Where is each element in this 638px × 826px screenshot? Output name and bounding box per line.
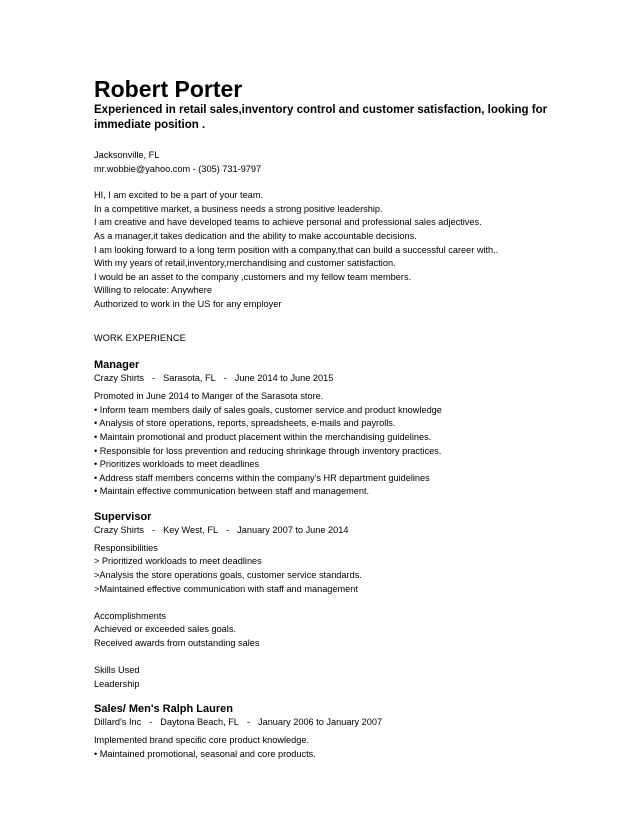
job-line: • Maintain effective communication between staff and management. xyxy=(94,486,370,497)
job-line: • Prioritizes workloads to meet deadlines xyxy=(94,459,260,470)
job-company: Crazy Shirts xyxy=(94,524,145,535)
candidate-name: Robert Porter xyxy=(94,76,243,102)
job-description xyxy=(94,542,594,692)
job-line: • Address staff members concerns within the company's HR department guidelines xyxy=(94,472,430,483)
job-line: Promoted in June 2014 to Manger of the Sarasota store. xyxy=(94,391,324,402)
meta-separator: - xyxy=(226,524,230,535)
job-line: Implemented brand specific core product knowledge. xyxy=(94,735,310,746)
job-line: Achieved or exceeded sales goals. xyxy=(94,624,236,635)
summary-line: In a competitive market, a business needs a strong positive leadership. xyxy=(94,203,383,214)
job-dates: January 2006 to January 2007 xyxy=(257,717,383,728)
job-meta xyxy=(94,716,594,729)
job-line: • Analysis of store operations, reports, spreadsheets, e-mails and payrolls. xyxy=(94,418,396,429)
contact-location: Jacksonville, FL xyxy=(94,150,160,160)
job-location: Sarasota, FL xyxy=(163,373,216,384)
summary-line: With my years of retail,inventory,merchandising and customer satisfaction. xyxy=(94,258,396,269)
contact-email-phone: mr.wobbie@yahoo.com - (305) 731-9797 xyxy=(94,163,262,174)
meta-separator: - xyxy=(152,373,156,384)
job-line: • Inform team members daily of sales goals, customer service and product knowledge xyxy=(94,404,442,415)
job-title: Manager xyxy=(94,359,140,372)
job-title: Sales/ Men's Ralph Lauren xyxy=(94,703,233,716)
summary-line: Willing to relocate: Anywhere xyxy=(94,285,212,296)
job-dates: January 2007 to June 2014 xyxy=(237,524,349,535)
job-dates: June 2014 to June 2015 xyxy=(234,373,334,384)
spacer xyxy=(94,596,594,610)
job-description xyxy=(94,734,594,761)
job-line: • Responsible for loss prevention and reducing shrinkage through inventory practices. xyxy=(94,445,442,456)
job-meta xyxy=(94,372,594,385)
job-line: Leadership xyxy=(94,678,140,689)
job-company: Crazy Shirts xyxy=(94,373,145,384)
job-location: Key West, FL xyxy=(163,524,219,535)
job-description xyxy=(94,390,594,499)
work-experience-heading: WORK EXPERIENCE xyxy=(94,332,186,343)
summary-block xyxy=(94,189,594,311)
job-line: >Maintained effective communication with staff and management xyxy=(94,583,358,594)
job-line: • Maintain promotional and product placement within the merchandising guidelines. xyxy=(94,431,432,442)
job-entry xyxy=(94,510,594,692)
summary-line: As a manager,it takes dedication and the ability to make accountable decisions. xyxy=(94,230,417,241)
contact-block xyxy=(94,149,594,176)
summary-line: Authorized to work in the US for any employer xyxy=(94,298,282,309)
resume-headline: Experienced in retail sales,inventory control and customer satisfaction, looking for immediate position . xyxy=(94,104,548,131)
job-line: > Prioritized workloads to meet deadlines xyxy=(94,556,262,567)
job-meta xyxy=(94,524,594,537)
job-entry xyxy=(94,702,594,761)
summary-line: I am creative and have developed teams to achieve personal and professional sales adjectives. xyxy=(94,217,482,228)
spacer xyxy=(94,651,594,665)
summary-line: I would be an asset to the company ,customers and my fellow team members. xyxy=(94,271,412,282)
job-line: >Analysis the store operations goals, customer service standards. xyxy=(94,570,362,581)
meta-separator: - xyxy=(152,524,156,535)
summary-line: I am looking forward to a long term position with a company,that can build a successful career with.. xyxy=(94,244,499,255)
job-line: Received awards from outstanding sales xyxy=(94,638,260,649)
job-company: Dillard's Inc xyxy=(94,717,142,728)
job-line: Responsibilities xyxy=(94,542,158,553)
summary-line: HI, I am excited to be a part of your team. xyxy=(94,190,264,201)
job-line: • Maintained promotional, seasonal and core products. xyxy=(94,749,316,759)
meta-separator: - xyxy=(223,373,227,384)
resume-page xyxy=(94,76,594,762)
job-line: Skills Used xyxy=(94,665,140,676)
job-title: Supervisor xyxy=(94,510,152,523)
meta-separator: - xyxy=(246,717,250,728)
job-entry xyxy=(94,358,594,499)
job-location: Daytona Beach, FL xyxy=(160,717,239,728)
meta-separator: - xyxy=(149,717,153,728)
job-line: Accomplishments xyxy=(94,610,166,621)
